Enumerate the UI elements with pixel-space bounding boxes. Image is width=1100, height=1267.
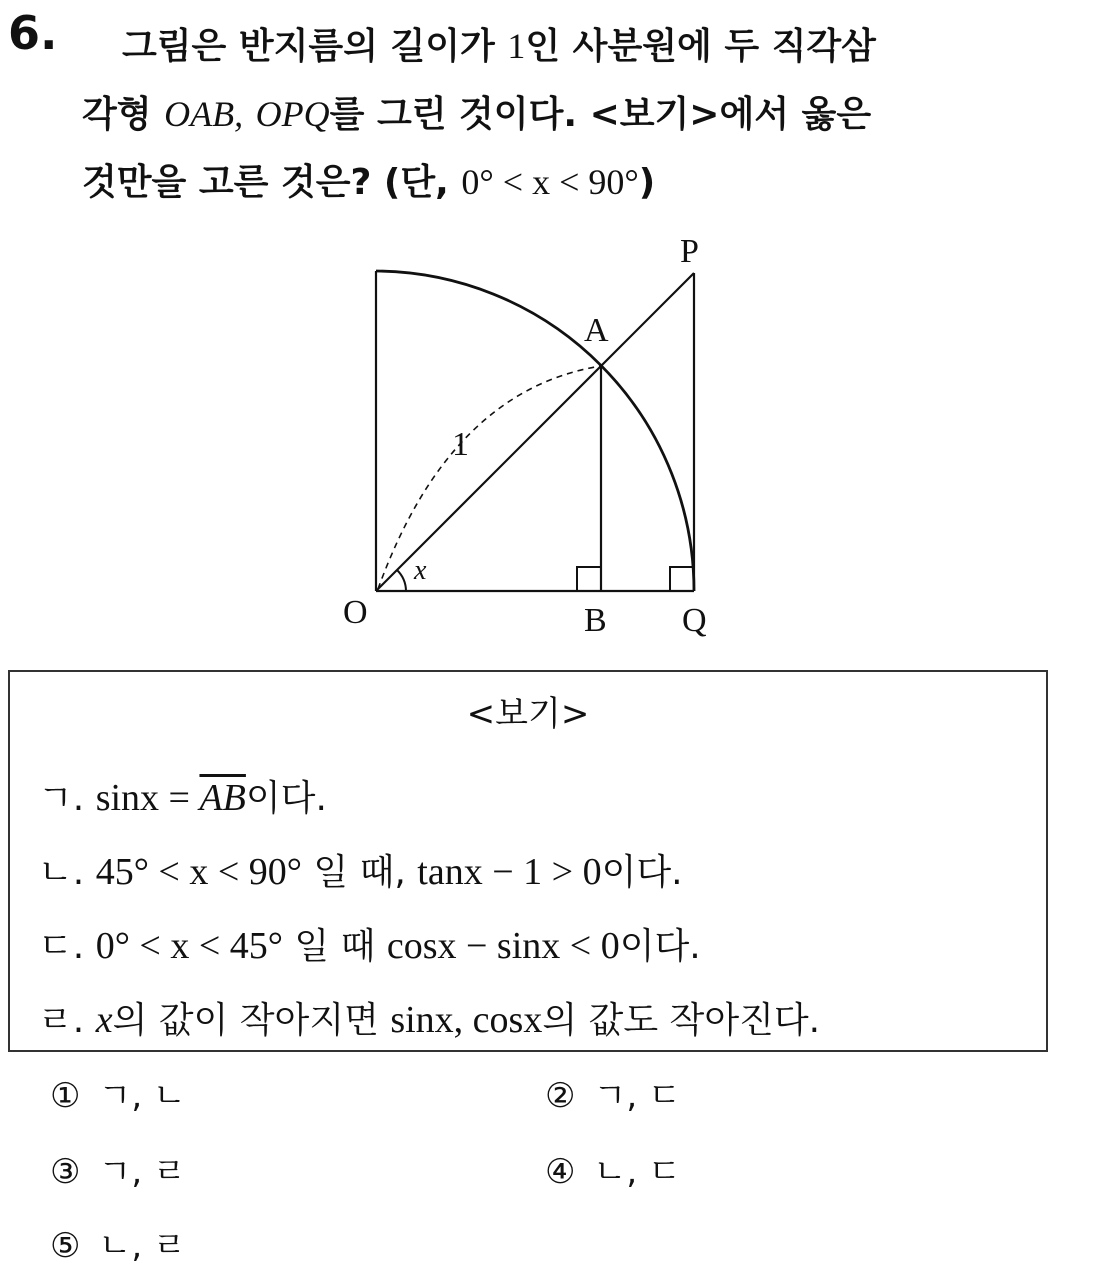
choice-1[interactable] xyxy=(50,1068,186,1117)
statement-marker: ㄹ. xyxy=(38,1000,85,1041)
statement-marker: ㄴ. xyxy=(38,852,85,893)
statement-variable: x xyxy=(95,999,113,1041)
question-text: ) xyxy=(638,162,656,203)
choice-text: ㄴ, ㄷ xyxy=(593,1152,681,1192)
choice-text: ㄱ, ㄷ xyxy=(593,1076,681,1116)
label-p: P xyxy=(680,233,699,270)
bogi-box xyxy=(8,670,1048,1052)
statement-math: cosx − sinx < 0 xyxy=(386,925,620,967)
statement-text: 일 때 xyxy=(282,926,387,967)
choice-2[interactable] xyxy=(545,1068,681,1117)
statement-math: sinx = xyxy=(95,777,200,819)
statement-text: 의 값이 작아지면 xyxy=(112,1000,391,1041)
statement-condition: 45° < x < 90° xyxy=(95,851,302,893)
question-text: 것만을 고른 것은? (단, xyxy=(82,162,449,203)
choice-number: ③ xyxy=(50,1152,81,1192)
question-number: 6. xyxy=(8,6,58,60)
question-text: 를 그린 것이다. <보기>에서 옳은 xyxy=(329,94,872,135)
statement-marker: ㄷ. xyxy=(38,926,85,967)
choice-3[interactable] xyxy=(50,1144,186,1193)
line-op xyxy=(376,273,694,591)
choice-number: ② xyxy=(545,1076,576,1116)
choice-text: ㄱ, ㄴ xyxy=(98,1076,186,1116)
choice-number: ④ xyxy=(545,1152,576,1192)
statement-text: 일 때, xyxy=(301,852,418,893)
choice-text: ㄴ, ㄹ xyxy=(98,1226,186,1266)
statement-1 xyxy=(38,770,327,821)
statement-text: 의 값도 작아진다. xyxy=(542,1000,821,1041)
statement-text: 이다. xyxy=(601,852,683,893)
choice-number: ⑤ xyxy=(50,1226,81,1266)
segment-ab-overline: $\overline{AB}$ xyxy=(199,777,246,819)
triangle-opq: OPQ xyxy=(255,94,330,134)
label-q: Q xyxy=(682,602,707,639)
choice-text: ㄱ, ㄹ xyxy=(98,1152,186,1192)
statement-math: sinx, cosx xyxy=(390,999,543,1041)
statement-marker: ㄱ. xyxy=(38,778,85,819)
statement-math: tanx − 1 > 0 xyxy=(417,851,602,893)
choice-5[interactable] xyxy=(50,1218,186,1267)
radius-value: 1 xyxy=(507,26,526,66)
question-text: 그림은 반지름의 길이가 xyxy=(122,26,495,67)
label-o: O xyxy=(343,594,368,631)
angle-condition: 0° < x < 90° xyxy=(461,162,639,202)
statement-text: 이다. xyxy=(245,778,327,819)
triangle-oab: OAB, xyxy=(164,94,244,134)
statement-condition: 0° < x < 45° xyxy=(95,925,283,967)
choice-number: ① xyxy=(50,1076,81,1116)
angle-arc-x xyxy=(397,570,406,591)
statement-2 xyxy=(38,844,683,895)
label-angle-x: x xyxy=(414,555,427,586)
question-text: 인 사분원에 두 직각삼 xyxy=(525,26,876,67)
question-text: 각형 xyxy=(82,94,152,135)
bogi-title: <보기> xyxy=(466,694,590,734)
right-angle-mark-q xyxy=(670,567,694,591)
statement-3 xyxy=(38,918,701,969)
statement-text: 이다. xyxy=(619,926,701,967)
choice-4[interactable] xyxy=(545,1144,681,1193)
label-a: A xyxy=(584,312,609,349)
label-b: B xyxy=(584,602,607,639)
right-angle-mark-b xyxy=(577,567,601,591)
statement-4 xyxy=(38,992,820,1043)
label-radius: 1 xyxy=(452,426,469,463)
